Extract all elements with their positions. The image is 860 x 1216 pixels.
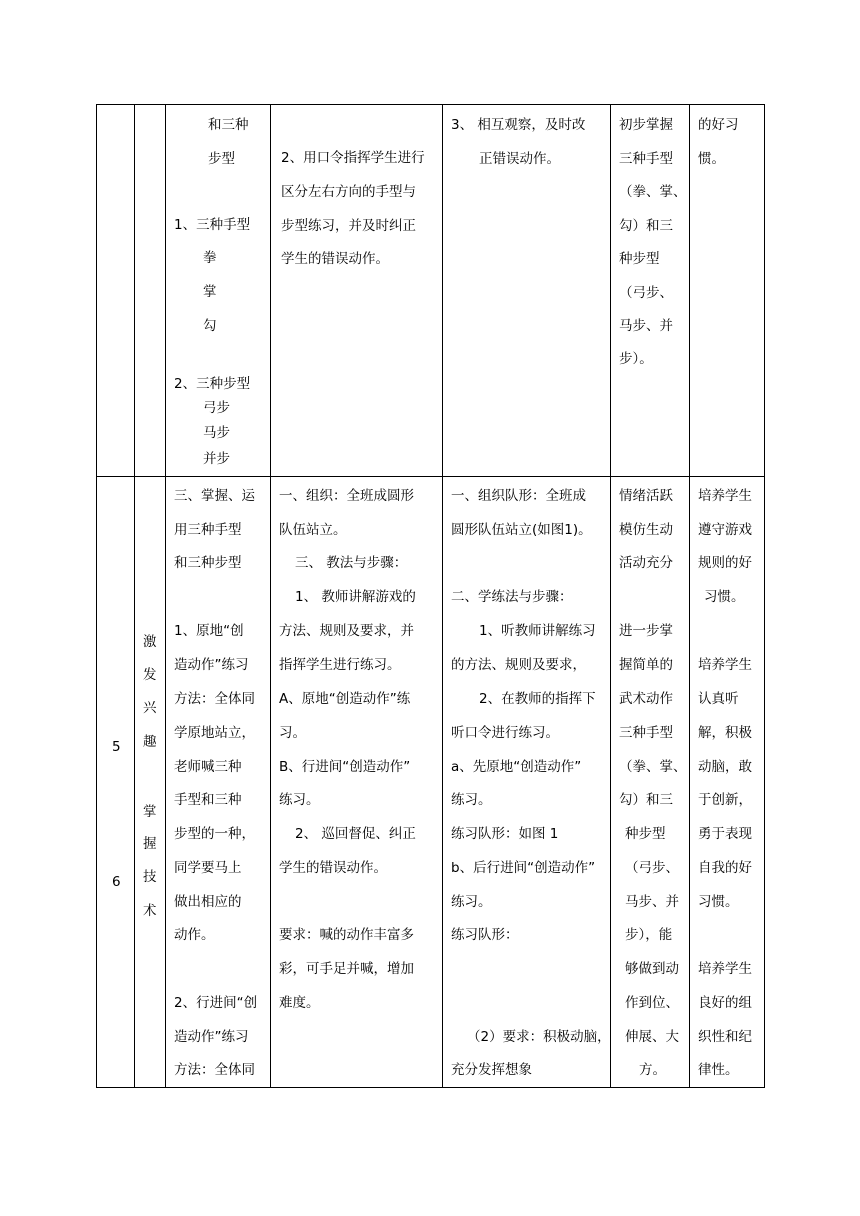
goal-line: 三种手型 [619,151,673,167]
content-line: 三、掌握、运 [174,488,255,504]
phase-char: 兴 [143,700,157,716]
content-line: 并步 [203,451,230,467]
content-line: 和三种步型 [174,555,242,571]
goal-cell [611,105,690,477]
edu-cell [690,105,765,477]
order-number: 5 [112,739,121,755]
table-row [97,105,765,477]
content-line: 掌 [203,284,217,300]
goal-line: 步），能 [625,927,673,943]
goal-line: 马步、并 [619,318,673,334]
teacher-line: 队伍站立。 [279,522,347,538]
edu-line: 认真听 [698,691,739,707]
content-line: 同学要马上 [174,860,242,876]
goal-line: （拳、掌、 [619,184,687,200]
edu-line: 勇于表现 [698,826,752,842]
goal-cell [611,477,690,1088]
edu-line: 惯。 [698,151,725,167]
content-line: 和三种 [208,117,249,133]
goal-line: 方。 [639,1062,666,1078]
content-line: 马步 [203,425,230,441]
student-line: 一、组织队形：全班成 [451,488,586,504]
edu-line: 规则的好 [698,555,752,571]
edu-line: 律性。 [698,1062,739,1078]
student-cell [443,105,611,477]
goal-line: （拳、掌、 [619,759,687,775]
teacher-line: 区分左右方向的手型与 [281,184,416,200]
lesson-plan-table [96,104,765,1088]
teacher-line: 学生的错误动作。 [281,251,389,267]
content-line: 勾 [203,318,217,334]
content-line: 造动作”练习 [174,657,249,673]
goal-line: 勾）和三 [619,218,673,234]
phase-char: 趣 [143,734,157,750]
content-line: 步型 [208,151,235,167]
order-cell [97,105,135,477]
student-line: 正错误动作。 [479,151,560,167]
teacher-line: 难度。 [279,995,320,1011]
phase-cell [135,477,166,1088]
phase-cell [135,105,166,477]
table-row [97,477,765,1088]
edu-line: 自我的好 [698,860,752,876]
phase-char: 技 [143,869,157,885]
content-line: 学原地站立， [174,725,255,741]
teacher-line: 1、 教师讲解游戏的 [295,589,416,605]
edu-line: 的好习 [698,117,739,133]
teacher-line: A、原地“创造动作”练 [279,691,411,707]
content-line: 用三种手型 [174,522,242,538]
teacher-cell [271,105,443,477]
phase-char: 发 [143,667,157,683]
teacher-line: 练习。 [279,792,320,808]
goal-line: 初步掌握 [619,117,673,133]
goal-line: 进一步掌 [619,623,673,639]
content-line: 方法：全体同 [174,1062,255,1078]
student-line: 练习。 [451,894,492,910]
goal-line: 马步、并 [625,894,679,910]
student-line: a、先原地“创造动作” [451,759,582,775]
goal-line: 伸展、大 [625,1029,679,1045]
content-line: 步型的一种， [174,826,255,842]
content-line: 造动作”练习 [174,1029,249,1045]
teacher-line: 2、 巡回督促、纠正 [295,826,416,842]
content-cell [166,477,271,1088]
student-line: 3、 相互观察，及时改 [451,117,586,133]
phase-char: 激 [143,634,157,650]
student-line: b、后行进间“创造动作” [451,860,596,876]
student-line: 练习队形：如图 1 [451,826,559,842]
goal-line: 握简单的 [619,657,673,673]
goal-line: 勾）和三 [619,792,673,808]
content-line: 拳 [203,250,217,266]
teacher-line: 方法、规则及要求，并 [279,623,414,639]
edu-line: 于创新， [698,792,752,808]
student-cell [443,477,611,1088]
teacher-line: 三、 教法与步骤： [295,555,408,571]
phase-char: 握 [143,836,157,852]
teacher-line: 学生的错误动作。 [279,860,387,876]
goal-line: 够做到动 [625,961,679,977]
teacher-line: 要求：喊的动作丰富多 [279,927,414,943]
edu-line: 良好的组 [698,995,752,1011]
student-line: 练习队形： [451,927,519,943]
content-line: 2、行进间“创 [174,995,258,1011]
phase-char: 术 [143,903,157,919]
edu-line: 培养学生 [698,961,752,977]
goal-line: 模仿生动 [619,522,673,538]
order-cell [97,477,135,1088]
goal-line: 情绪活跃 [619,488,673,504]
content-cell [166,105,271,477]
student-line: 二、学练法与步骤： [451,589,573,605]
goal-line: 三种手型 [619,725,673,741]
content-line: 弓步 [203,400,230,416]
content-line: 方法：全体同 [174,691,255,707]
student-line: 听口令进行练习。 [451,725,559,741]
edu-line: 习惯。 [698,894,739,910]
student-line: 充分发挥想象 [451,1062,532,1078]
edu-line: 习惯。 [704,589,745,605]
content-line: 动作。 [174,927,215,943]
goal-line: 活动充分 [619,555,673,571]
goal-line: （弓步、 [625,860,679,876]
phase-char: 掌 [143,804,157,820]
edu-line: 遵守游戏 [698,522,752,538]
content-line: 1、三种手型 [174,217,251,233]
student-line: 练习。 [451,792,492,808]
goal-line: 种步型 [625,826,666,842]
edu-line: 培养学生 [698,657,752,673]
content-line: 2、三种步型 [174,376,251,392]
teacher-line: 习。 [279,725,306,741]
teacher-line: 2、用口令指挥学生进行 [281,150,425,166]
order-number: 6 [112,874,121,890]
edu-cell [690,477,765,1088]
student-line: 1、听教师讲解练习 [479,623,596,639]
teacher-line: 指挥学生进行练习。 [279,657,401,673]
student-line: 的方法、规则及要求， [451,657,586,673]
student-line: （2）要求：积极动脑， [467,1029,611,1045]
edu-line: 培养学生 [698,488,752,504]
content-line: 老师喊三种 [174,759,242,775]
teacher-line: 步型练习，并及时纠正 [281,218,416,234]
goal-line: 种步型 [619,251,660,267]
content-line: 1、原地“创 [174,623,244,639]
teacher-line: B、行进间“创造动作” [279,759,411,775]
goal-line: （弓步、 [619,285,673,301]
content-line: 做出相应的 [174,894,242,910]
goal-line: 步）。 [619,351,653,367]
edu-line: 织性和纪 [698,1029,752,1045]
goal-line: 武术动作 [619,691,673,707]
content-line: 手型和三种 [174,792,242,808]
teacher-cell [271,477,443,1088]
edu-line: 动脑，敢 [698,759,752,775]
edu-line: 解，积极 [698,725,752,741]
teacher-line: 彩，可手足并喊，增加 [279,961,414,977]
student-line: 2、在教师的指挥下 [479,691,596,707]
teacher-line: 一、组织：全班成圆形 [279,488,414,504]
goal-line: 作到位、 [625,995,679,1011]
student-line: 圆形队伍站立(如图1)。 [451,522,592,538]
